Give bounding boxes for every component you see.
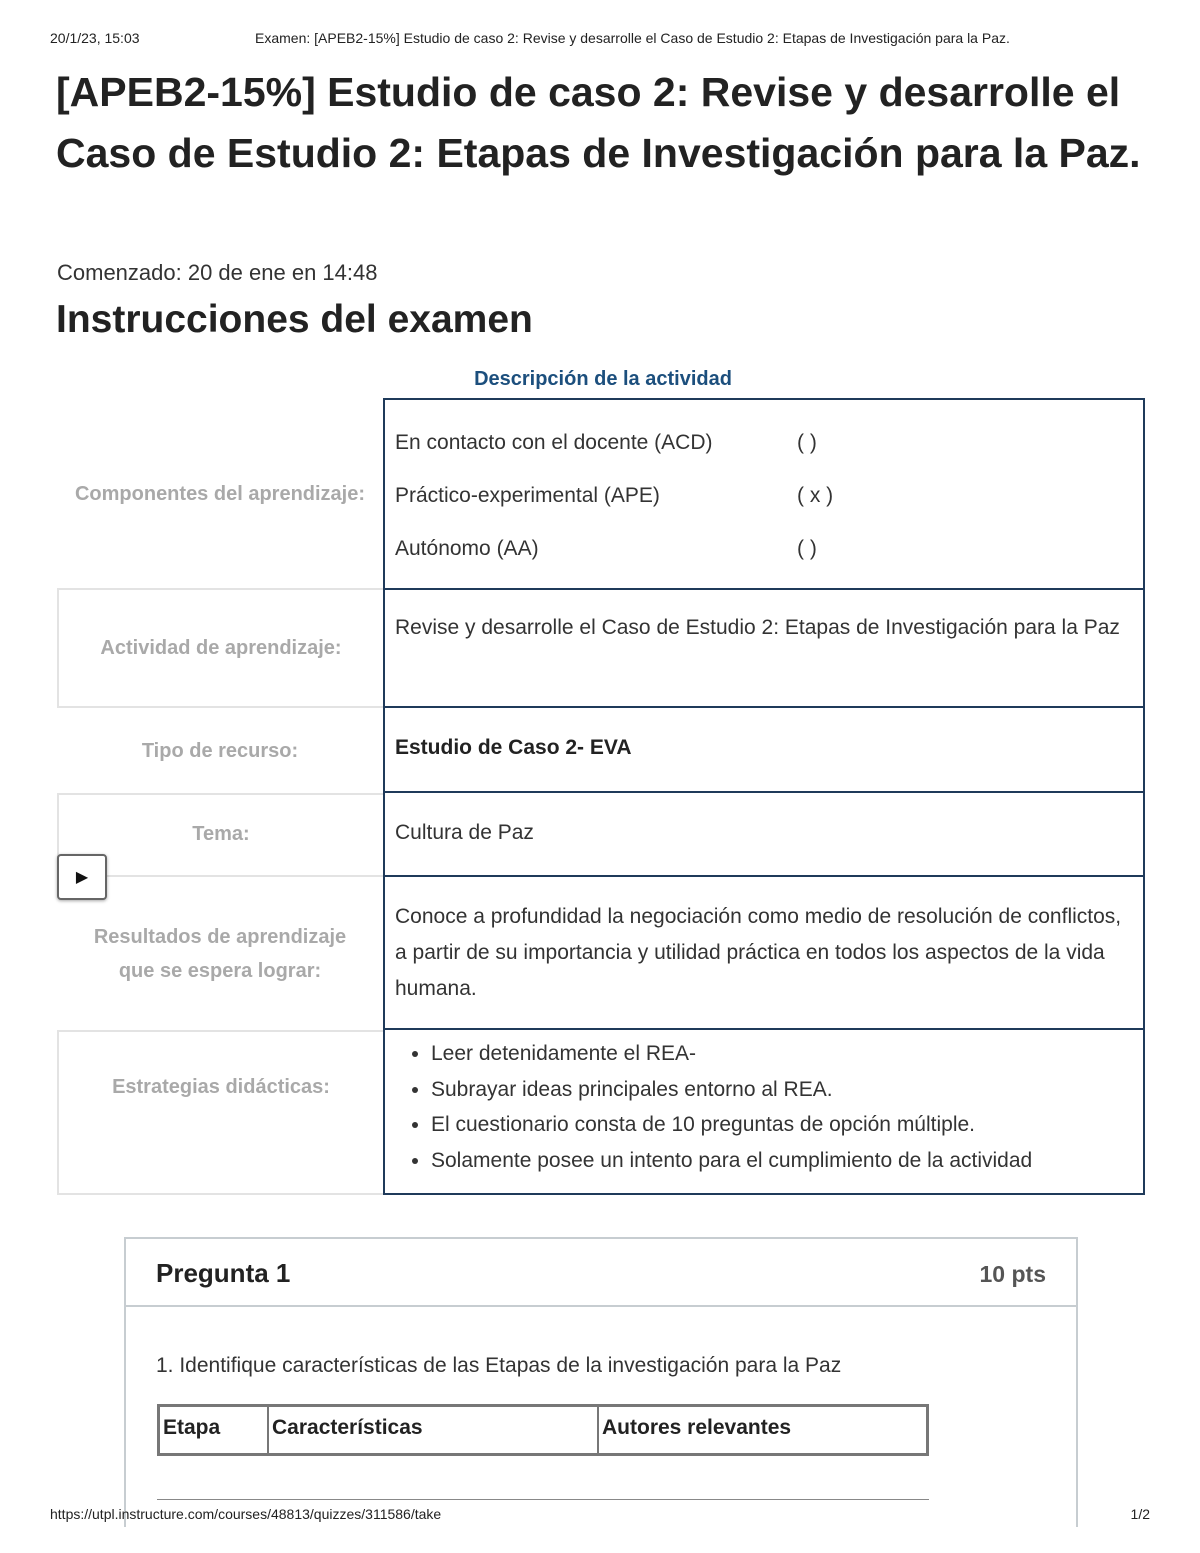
topic-value: Cultura de Paz <box>383 793 1145 877</box>
row-learning-activity <box>57 588 1145 708</box>
divider <box>157 1499 929 1500</box>
quiz-started-at: Comenzado: 20 de ene en 14:48 <box>57 260 378 285</box>
component-name: Autónomo (AA) <box>395 537 539 560</box>
question-points: 10 pts <box>979 1261 1046 1287</box>
row-resource-type <box>57 708 1145 793</box>
row-topic <box>57 793 1145 877</box>
component-name: Práctico-experimental (APE) <box>395 484 660 507</box>
print-header <box>50 30 1150 50</box>
page-number: 1/2 <box>1130 1506 1150 1522</box>
component-name: En contacto con el docente (ACD) <box>395 431 713 454</box>
expected-results-value: Conoce a profundidad la negociación como medio de resolución de conflictos, a partir de su importancia y utilidad práctica en todos los aspectos de la vida humana. <box>383 877 1145 1030</box>
component-aa <box>395 522 1133 575</box>
row-strategies <box>57 1030 1145 1195</box>
print-footer <box>50 1506 1150 1522</box>
component-mark: ( ) <box>797 537 817 560</box>
question-name: Pregunta 1 <box>156 1258 291 1288</box>
question-answer-table <box>157 1404 929 1456</box>
play-icon: ▶ <box>75 869 89 886</box>
component-acd <box>395 416 1133 469</box>
components-label: Componentes del aprendizaje: <box>74 483 366 505</box>
list-item: • El cuestionario consta de 10 preguntas de opción múltiple. <box>431 1107 1133 1143</box>
component-mark: ( ) <box>797 431 817 454</box>
question-header <box>126 1239 1076 1307</box>
strategies-value <box>383 1030 1145 1195</box>
learning-activity-value: Revise y desarrolle el Caso de Estudio 2: Etapas de Investigación para la Paz <box>383 588 1145 708</box>
table-header-autores: Autores relevantes <box>602 1416 792 1439</box>
media-play-button[interactable] <box>57 854 107 900</box>
list-item: • Solamente posee un intento para el cumplimiento de la actividad <box>431 1143 1133 1179</box>
print-url: https://utpl.instructure.com/courses/48813/quizzes/311586/take <box>50 1506 442 1522</box>
print-document-title: Examen: [APEB2-15%] Estudio de caso 2: Revise y desarrolle el Caso de Estudio 2: Etapas de Investigación para la Paz. <box>255 30 1010 46</box>
row-components <box>57 398 1145 590</box>
question-card <box>124 1237 1078 1527</box>
components-value <box>383 398 1145 590</box>
expected-results-label: Resultados de aprendizaje que se espera lograr: <box>93 925 347 982</box>
print-date: 20/1/23, 15:03 <box>50 30 140 46</box>
topic-label: Tema: <box>57 793 383 877</box>
component-ape <box>395 469 1133 522</box>
list-item: • Leer detenidamente el REA- <box>431 1036 1133 1072</box>
question-text: 1. Identifique características de las Etapas de la investigación para la Paz <box>156 1354 842 1377</box>
table-header-etapa: Etapa <box>160 1407 269 1453</box>
resource-type-label: Tipo de recurso: <box>141 739 299 762</box>
learning-activity-label: Actividad de aprendizaje: <box>57 588 383 708</box>
instructions-heading: Instrucciones del examen <box>56 298 533 341</box>
quiz-title: [APEB2-15%] Estudio de caso 2: Revise y desarrolle el Caso de Estudio 2: Etapas de Investigación para la Paz. <box>56 69 1141 176</box>
strategies-label: Estrategias didácticas: <box>57 1030 383 1195</box>
resource-type-value: Estudio de Caso 2- EVA <box>383 708 1145 793</box>
row-expected-results <box>57 877 1145 1030</box>
component-mark: ( x ) <box>797 484 834 507</box>
activity-caption: Descripción de la actividad <box>474 368 732 390</box>
list-item: • Subrayar ideas principales entorno al REA. <box>431 1072 1133 1108</box>
table-header-caracteristicas: Características <box>269 1407 599 1453</box>
strategies-list <box>395 1036 1133 1178</box>
